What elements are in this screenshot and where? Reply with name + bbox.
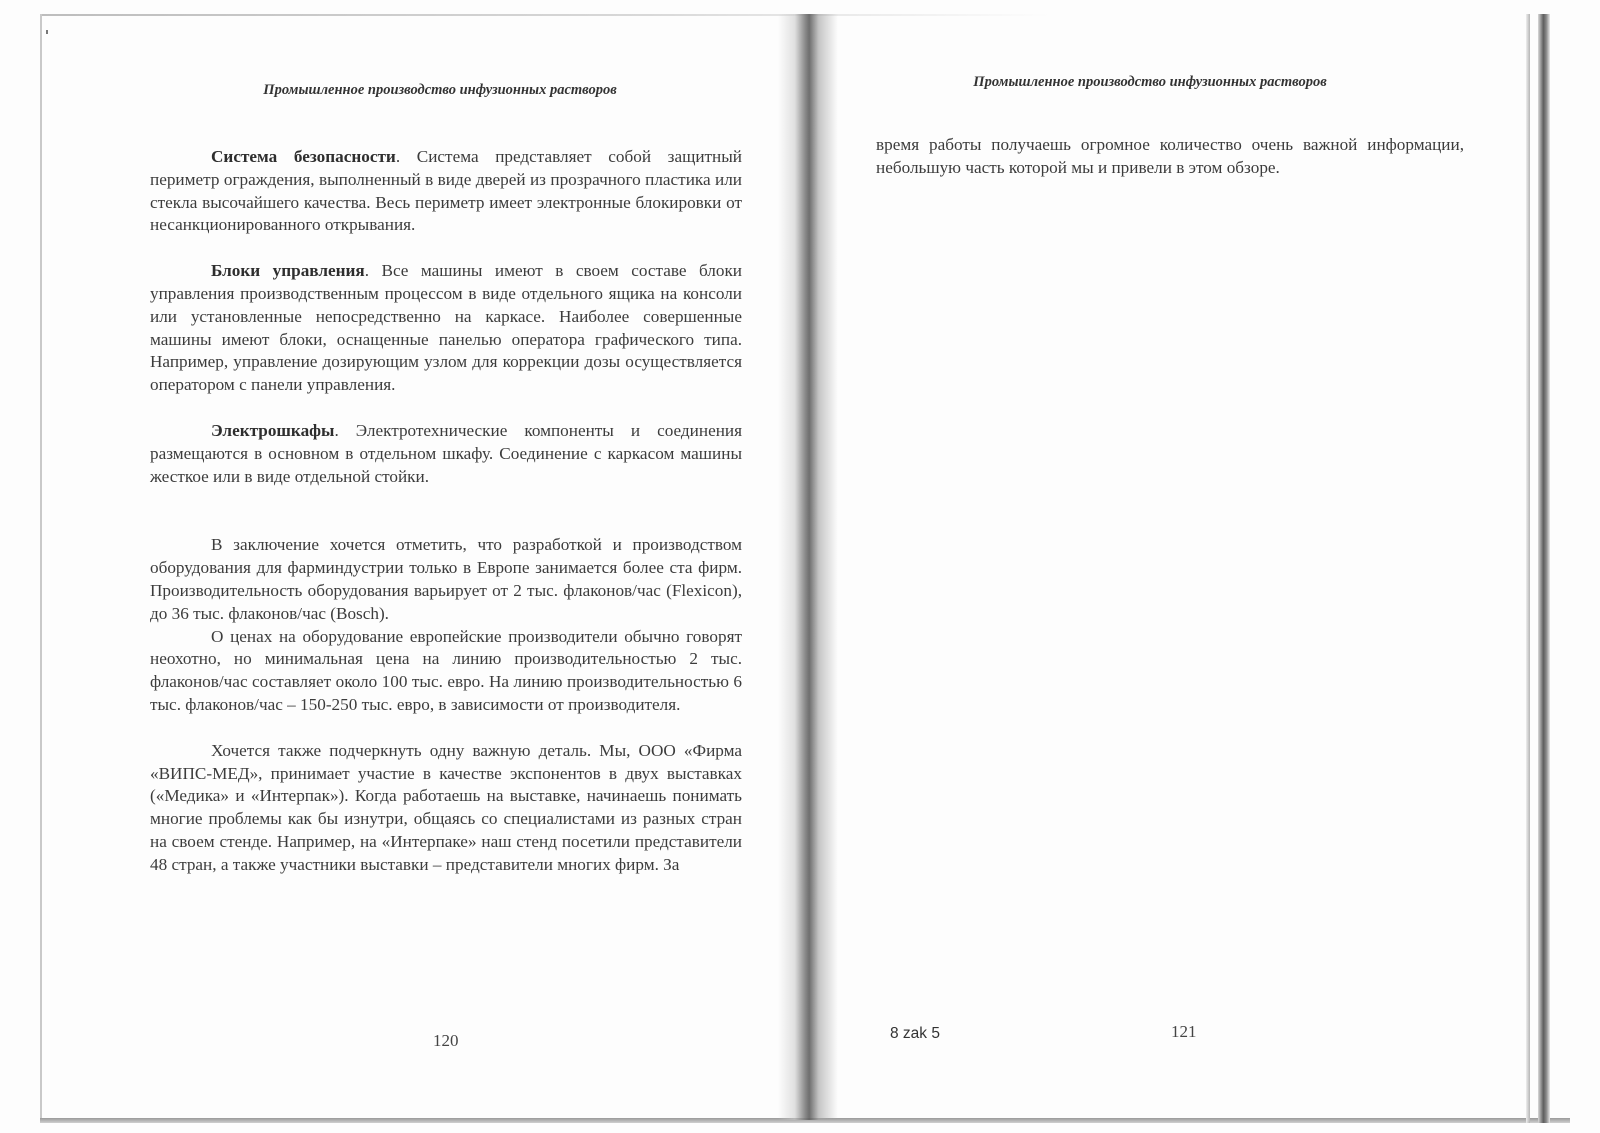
scan-edge-top (40, 14, 1050, 16)
scan-edge-right-inner (1526, 14, 1530, 1123)
paragraph-text: . Система представляет собой защитный периметр ограждения, выполненный в виде дверей из прозрачного пластика или стекла высочайшего качества. Весь периметр имеет электронные блокировки от несанкционированного открывания. (150, 147, 742, 235)
right-page-number: 121 (1171, 1022, 1197, 1041)
left-page-body (150, 146, 742, 877)
scan-edge-left (40, 14, 42, 1122)
paragraph-control-units (150, 260, 742, 397)
paragraph-prices: О ценах на оборудование европейские производители обычно говорят неохотно, но минимальная цена на линию производительностью 2 тыс. флаконов/час составляет около 100 тыс. евро. На линию производительностью 6 тыс. флаконов/час – 150-250 тыс. евро, в зависимости от производителя. (150, 626, 742, 714)
left-page-number: 120 (433, 1031, 459, 1050)
book-gutter-shadow (778, 14, 838, 1120)
paragraph-exhibitions: Хочется также подчеркнуть одну важную деталь. Мы, ООО «Фирма «ВИПС-МЕД», принимает участие в качестве экспонентов в двух выставках («Медика» и «Интерпак»). Когда работаешь на выставке, начинаешь понимать многие проблемы как бы изнутри, общаясь со специалистами из разных стран на своем стенде. Например, на «Интерпаке» наш стенд посетили представители 48 стран, а также участники выставки – представители многих фирм. За (150, 740, 742, 874)
paragraph-text: . Электротехнические компоненты и соединения размещаются в основном в отдельном шкафу. Соединение с каркасом машины жесткое или в виде отдельной стойки. (150, 420, 742, 486)
term-safety-system: Система безопасности (211, 147, 396, 166)
right-page-body (876, 134, 1464, 180)
paragraph-electrical-cabinets (150, 420, 742, 488)
scan-edge-right (1538, 14, 1550, 1123)
paragraph-conclusion: В заключение хочется отметить, что разработкой и производством оборудования для фарминдустрии только в Европе занимается более ста фирм. Производительность оборудования варьирует от 2 тыс. флаконов/час (Flexicon), до 36 тыс. флаконов/час (Bosch). (150, 535, 742, 623)
term-control-units: Блоки управления (211, 261, 365, 281)
scan-speck (46, 30, 48, 34)
right-running-head: Промышленное производство инфузионных растворов (973, 74, 1327, 90)
paragraph-text: . Все машины имеют в своем составе блоки управления производственным процессом в виде отдельного ящика на консоли или установленные непосредственно на каркасе. Наиболее совершенные машины имеют блоки, оснащенные панелью оператора графического типа. Например, управление дозирующим узлом для коррекции дозы осуществляется оператором с панели управления. (150, 261, 742, 395)
paragraph-safety-system (150, 146, 742, 237)
printer-signature-mark: 8 zak 5 (890, 1025, 940, 1042)
paragraph-continuation: время работы получаешь огромное количество очень важной информации, небольшую часть которой мы и привели в этом обзоре. (876, 135, 1464, 177)
term-electrical-cabinets: Электрошкафы (211, 420, 335, 440)
left-running-head: Промышленное производство инфузионных растворов (263, 82, 617, 98)
